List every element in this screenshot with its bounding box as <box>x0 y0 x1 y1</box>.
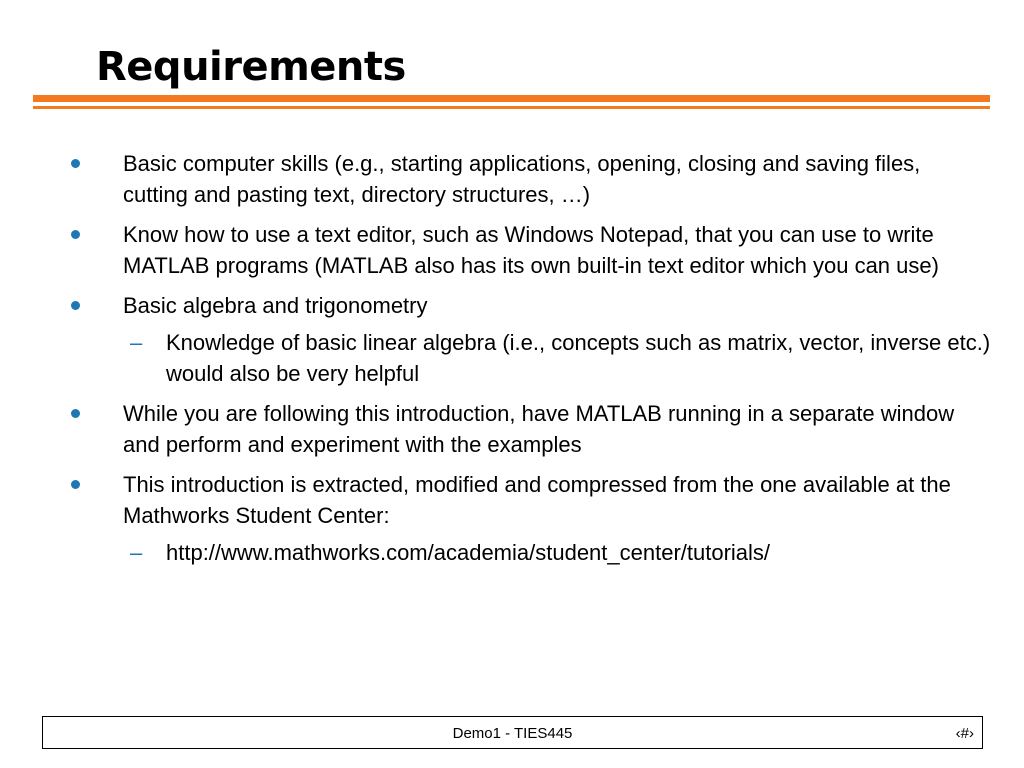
slide-title: Requirements <box>96 44 406 90</box>
bullet-item <box>0 398 991 460</box>
bullet-dot-icon <box>71 480 80 489</box>
sub-bullet-text: Knowledge of basic linear algebra (i.e., concepts such as matrix, vector, inverse etc.) would also be very helpful <box>166 330 991 386</box>
bullet-item <box>0 148 991 210</box>
title-underline-thin <box>33 106 990 109</box>
sub-bullet-item <box>0 327 996 389</box>
dash-bullet-icon: – <box>130 540 143 565</box>
bullet-list <box>0 148 1024 577</box>
bullet-dot-icon <box>71 230 80 239</box>
footer-text: Demo1 - TIES445 <box>452 725 573 742</box>
footer <box>42 716 983 749</box>
bullet-dot-icon <box>71 301 80 310</box>
dash-bullet-icon: – <box>130 330 143 355</box>
bullet-text: Basic algebra and trigonometry <box>123 293 428 318</box>
slide-number: ‹#› <box>955 725 974 742</box>
bullet-item <box>0 219 991 281</box>
bullet-text: While you are following this introduction, have MATLAB running in a separate window and perform and experiment with the examples <box>123 401 955 457</box>
bullet-dot-icon <box>71 409 80 418</box>
bullet-item <box>0 290 991 321</box>
bullet-dot-icon <box>71 159 80 168</box>
bullet-text: Know how to use a text editor, such as Windows Notepad, that you can use to write MATLAB programs (MATLAB also has its own built-in text editor which you can use) <box>123 222 939 278</box>
bullet-text: Basic computer skills (e.g., starting applications, opening, closing and saving files, cutting and pasting text, directory structures, …) <box>123 151 921 207</box>
bullet-text: This introduction is extracted, modified and compressed from the one available at the Mathworks Student Center: <box>123 472 951 528</box>
bullet-item <box>0 469 991 531</box>
tutorial-url-link[interactable]: http://www.mathworks.com/academia/student_center/tutorials/ <box>166 540 771 565</box>
title-underline-thick <box>33 95 990 102</box>
sub-bullet-item <box>0 537 996 568</box>
